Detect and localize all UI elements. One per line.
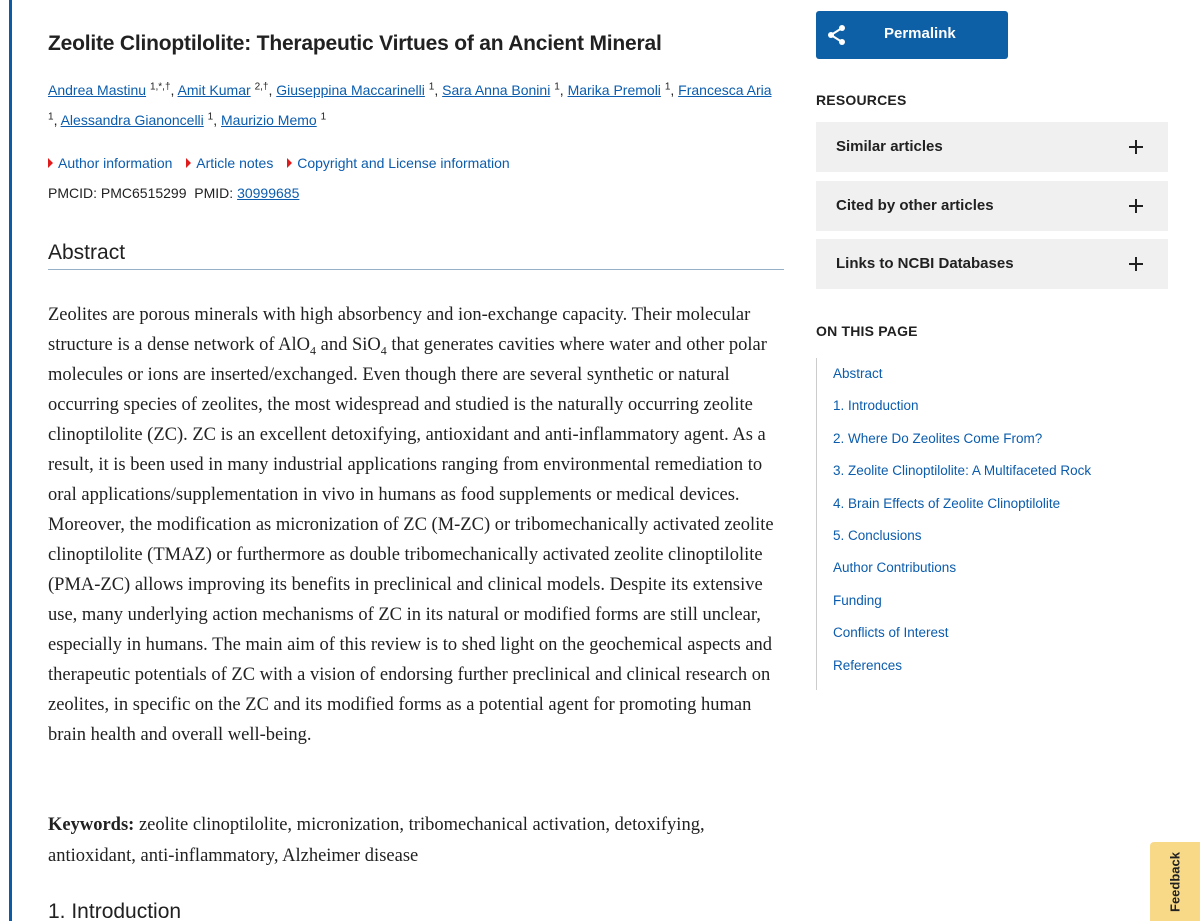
feedback-label: Feedback	[1167, 852, 1183, 912]
author-list: Andrea Mastinu $^{1,*,\dagger}$, Amit Kumar $^{2,\dagger}$, Giuseppina Maccarinelli $^1$, Sara Anna Bonini $^1$, Marika Premoli $^1$, Francesca Aria $^1$, Alessandra Gianoncelli $^1$, Maurizio Memo $^1$	[48, 81, 772, 128]
toc-multifaceted-rock[interactable]: 3. Zeolite Clinoptilolite: A Multifaceted Rock	[833, 463, 1092, 479]
article-notes-toggle[interactable]	[186, 155, 273, 171]
author-affiliation: 2,†	[254, 81, 269, 93]
toc-conclusions[interactable]: 5. Conclusions	[833, 527, 922, 543]
resources-heading: RESOURCES	[816, 92, 907, 108]
similar-articles-accordion[interactable]	[816, 122, 1168, 172]
accordion-label: Cited by other articles	[836, 197, 994, 214]
cited-by-accordion[interactable]	[816, 181, 1168, 231]
author-link[interactable]: Amit Kumar	[177, 82, 251, 98]
toggle-label: Copyright and License information	[297, 155, 510, 171]
article-identifiers	[48, 185, 299, 201]
toggle-label: Author information	[58, 155, 173, 171]
abstract-text-part: that generates cavities where water and other polar molecules or ions are inserted/exchanged. Even though there are several synthetic or natural occurring species of zeolites, the most widespread and studied is the naturally occurring zeolite clinoptilolite (ZC). ZC is an excellent detoxifying, antioxidant and anti-inflammatory agent. As a result, it is been used in many industrial applications ranging from environmental remediation to oral applications/supplementation in vivo in humans as food supplements or medical devices. Moreover, the modification as micronization of ZC (M-ZC) or tribomechanically activated zeolite clinoptilolite (TMAZ) or furthermore as double tribomechanically activated zeolite clinoptilolite (PMA-ZC) allows improving its benefits in preclinical and clinical models. Despite its extensive use, many underlying action mechanisms of ZC in its natural or modified forms are still unclear, especially in humans. The main aim of this review is to shed light on the geochemical aspects and therapeutic potentials of ZC with a vision of endorsing further preclinical and clinical research on zeolites, in specific on the ZC and its modified forms as a potential agent for promoting human brain health and overall well-being.	[48, 335, 774, 745]
expand-triangle-icon	[287, 158, 292, 168]
on-this-page-heading: ON THIS PAGE	[816, 323, 918, 339]
left-accent-rule	[9, 0, 12, 921]
author-affiliation: 1	[207, 111, 214, 123]
pmid-label: PMID:	[194, 185, 234, 201]
author-affiliation: 1	[48, 111, 54, 123]
expand-triangle-icon	[186, 158, 191, 168]
article-info-links	[48, 155, 520, 171]
expand-triangle-icon	[48, 158, 53, 168]
ncbi-databases-accordion[interactable]	[816, 239, 1168, 289]
author-affiliation: 1,*,†	[149, 81, 171, 93]
permalink-button[interactable]	[816, 11, 1008, 59]
author-link[interactable]: Marika Premoli	[567, 82, 661, 98]
author-link[interactable]: Andrea Mastinu	[48, 82, 147, 98]
article-title: Zeolite Clinoptilolite: Therapeutic Virtues of an Ancient Mineral	[48, 32, 662, 55]
author-link[interactable]: Giuseppina Maccarinelli	[276, 82, 425, 98]
plus-icon	[1129, 257, 1143, 271]
subscript: 4	[380, 343, 387, 358]
abstract-text-part: and SiO	[316, 335, 381, 355]
abstract-heading: Abstract	[48, 241, 784, 270]
author-link[interactable]: Sara Anna Bonini	[442, 82, 551, 98]
author-link[interactable]: Alessandra Gianoncelli	[60, 112, 204, 128]
author-link[interactable]: Maurizio Memo	[221, 112, 317, 128]
share-icon	[826, 24, 848, 46]
author-affiliation: 1	[428, 81, 435, 93]
toc-where-do-zeolites-come-from[interactable]: 2. Where Do Zeolites Come From?	[833, 430, 1043, 446]
abstract-text	[48, 300, 784, 750]
accordion-label: Links to NCBI Databases	[836, 255, 1014, 272]
keywords-list: zeolite clinoptilolite, micronization, tribomechanical activation, detoxifying, antioxidant, anti-inflammatory, Alzheimer disease	[48, 815, 705, 866]
table-of-contents	[816, 358, 1163, 690]
permalink-label: Permalink	[884, 25, 956, 42]
toc-conflicts-of-interest[interactable]: Conflicts of Interest	[833, 625, 949, 641]
plus-icon	[1129, 199, 1143, 213]
author-affiliation: 1	[554, 81, 560, 93]
author-affiliation: 1	[664, 81, 671, 93]
author-link[interactable]: Francesca Aria	[678, 82, 772, 98]
author-affiliation: 1	[320, 111, 327, 123]
subscript: 4	[310, 343, 317, 358]
keywords-label: Keywords:	[48, 815, 135, 835]
toc-introduction[interactable]: 1. Introduction	[833, 398, 919, 414]
toc-brain-effects[interactable]: 4. Brain Effects of Zeolite Clinoptilolite	[833, 495, 1061, 511]
author-information-toggle[interactable]	[48, 155, 172, 171]
pmcid: PMCID: PMC6515299	[48, 185, 187, 201]
copyright-license-toggle[interactable]	[287, 155, 509, 171]
toc-abstract[interactable]: Abstract	[833, 366, 883, 381]
toc-author-contributions[interactable]: Author Contributions	[833, 560, 957, 576]
pmid-link[interactable]: 30999685	[237, 185, 300, 201]
toggle-label: Article notes	[196, 155, 274, 171]
accordion-label: Similar articles	[836, 138, 943, 155]
keywords	[48, 810, 784, 872]
feedback-button[interactable]	[1150, 842, 1200, 921]
abstract-text-part: Zeolites are porous minerals with high absorbency and ion-exchange capacity. Their molecular structure is a dense network of AlO	[48, 305, 751, 355]
toc-references[interactable]: References	[833, 657, 903, 673]
plus-icon	[1129, 140, 1143, 154]
introduction-heading: 1. Introduction	[48, 900, 182, 923]
toc-funding[interactable]: Funding	[833, 592, 882, 608]
